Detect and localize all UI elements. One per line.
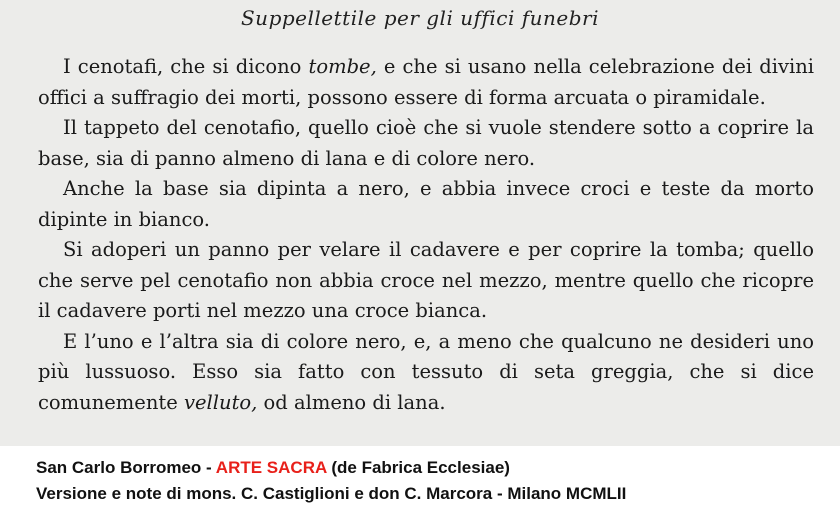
paragraph-1-text-end: e che si usano nella celebrazione dei divini offici a suffragio dei morti, possono essere di forma arcuata o piramidale. [38,55,814,109]
paragraph-1-emphasis: tombe, [308,55,377,78]
page-title: Suppellettile per gli uffici funebri [240,6,600,30]
caption-author: San Carlo Borromeo - [36,458,216,477]
paragraph-3 [38,174,814,235]
paragraph-4 [38,235,814,327]
paragraph-5-emphasis: velluto, [183,390,258,414]
paragraph-5 [38,327,814,419]
body-text [38,52,814,418]
paragraph-1 [38,52,814,113]
paragraph-2 [38,113,814,174]
paragraph-2-text: Il tappeto del cenotafio, quello cioè che si vuole stendere sotto a coprire la base, sia di panno almeno di lana e di colore nero. [38,116,814,170]
paragraph-5-text: E l’uno e l’altra sia di colore nero, e, a meno che qualcuno ne desideri uno più lussuoso. Esso sia fatto con tessuto di seta greggia, che si dice comunemente [38,329,814,414]
caption-subtitle: (de Fabrica Ecclesiae) [326,458,510,477]
caption-edition: Versione e note di mons. C. Castiglioni e don C. Marcora - Milano MCMLII [36,484,627,503]
caption-source [36,458,836,478]
paragraph-5-text-end: od almeno di lana. [257,390,446,414]
paragraph-4-text: Si adoperi un panno per velare il cadavere e per coprire la tomba; quello che serve pel cenotafio non abbia croce nel mezzo, mentre quello che ricopre il cadavere porti nel mezzo una croce bianca. [38,238,814,322]
paragraph-3-text: Anche la base sia dipinta a nero, e abbia invece croci e teste da morto dipinte in bianco. [38,177,814,231]
caption-book-title: ARTE SACRA [215,458,327,477]
paragraph-1-text: I cenotafi, che si dicono [63,55,309,78]
